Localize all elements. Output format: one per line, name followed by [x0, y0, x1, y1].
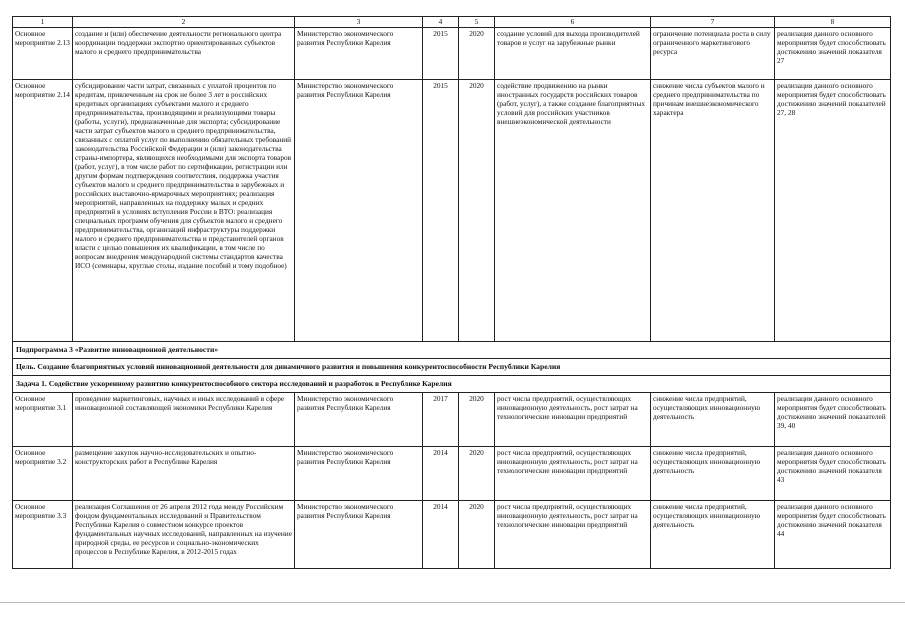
table-row — [13, 501, 891, 569]
measure-end-year: 2020 — [459, 80, 495, 342]
measure-content: размещение закупок научно-исследовательских и опытно-конструкторских работ в Республике Карелия — [73, 447, 295, 501]
measure-content: реализация Соглашения от 26 апреля 2012 года между Российским фондом фундаментальных исследований и Правительством Республики Карелия о совместном конкурсе проектов фундаментальных научных исследований, направленных на изучение природной среды, ее ресурсов и социально-экономических процессов в Республике Карелия, в 2012-2015 годах — [73, 501, 295, 569]
task-row — [13, 376, 891, 393]
header-cell: 4 — [423, 17, 459, 28]
measure-content: проведение маркетинговых, научных и иных исследований в сфере инновационной составляющей экономики Республики Карелия — [73, 393, 295, 447]
header-cell: 8 — [775, 17, 891, 28]
measure-executor: Министерство экономического развития Республики Карелия — [295, 80, 423, 342]
measure-name: Основное мероприятие 3.2 — [13, 447, 73, 501]
measure-risk: снижение числа субъектов малого и среднего предпринимательства по причинам внешнеэкономического характера — [651, 80, 775, 342]
header-cell: 6 — [495, 17, 651, 28]
measure-risk: снижение числа предприятий, осуществляющих инновационную деятельность — [651, 501, 775, 569]
measure-executor: Министерство экономического развития Республики Карелия — [295, 447, 423, 501]
header-cell: 7 — [651, 17, 775, 28]
measure-content: создание и (или) обеспечение деятельности регионального центра координации поддержки экспортно ориентированных субъектов малого и среднего предпринимательства — [73, 28, 295, 80]
subprogram-title: Подпрограмма 3 «Развитие инновационной деятельности» — [13, 342, 891, 359]
program-measures-table — [12, 16, 891, 569]
measure-result: содействие продвижению на рынки иностранных государств российских товаров (работ, услуг), а также создание благоприятных условий для российских участников внешнеэкономической деятельности — [495, 80, 651, 342]
header-cell: 1 — [13, 17, 73, 28]
measure-result: рост числа предприятий, осуществляющих инновационную деятельность, рост затрат на технологические инновации предприятий — [495, 393, 651, 447]
subprogram-row — [13, 342, 891, 359]
measure-result: рост числа предприятий, осуществляющих инновационную деятельность, рост затрат на технологические инновации предприятий — [495, 501, 651, 569]
measure-start-year: 2014 — [423, 447, 459, 501]
measure-result: рост числа предприятий, осуществляющих инновационную деятельность, рост затрат на технологические инновации предприятий — [495, 447, 651, 501]
measure-name: Основное мероприятие 2.14 — [13, 80, 73, 342]
measure-executor: Министерство экономического развития Республики Карелия — [295, 28, 423, 80]
measure-start-year: 2015 — [423, 80, 459, 342]
measure-risk: снижение числа предприятий, осуществляющих инновационную деятельность — [651, 393, 775, 447]
measure-end-year: 2020 — [459, 447, 495, 501]
column-number-header — [13, 17, 891, 28]
table-row — [13, 80, 891, 342]
measure-name: Основное мероприятие 3.3 — [13, 501, 73, 569]
header-cell: 5 — [459, 17, 495, 28]
measure-end-year: 2020 — [459, 393, 495, 447]
measure-end-year: 2020 — [459, 28, 495, 80]
table-row — [13, 28, 891, 80]
table-row — [13, 393, 891, 447]
measure-indicator-link: реализация данного основного мероприятия будет способствовать достижению значений показателей 39, 40 — [775, 393, 891, 447]
page-bottom-rule — [0, 602, 905, 603]
document-page — [12, 16, 890, 569]
measure-indicator-link: реализация данного основного мероприятия будет способствовать достижению значений показателя 44 — [775, 501, 891, 569]
measure-executor: Министерство экономического развития Республики Карелия — [295, 393, 423, 447]
measure-indicator-link: реализация данного основного мероприятия будет способствовать достижению значений показателей 27, 28 — [775, 80, 891, 342]
task-title: Задача 1. Содействие ускоренному развитию конкурентоспособного сектора исследований и разработок в Республике Карелия — [13, 376, 891, 393]
measure-indicator-link: реализация данного основного мероприятия будет способствовать достижению значений показателя 43 — [775, 447, 891, 501]
measure-result: создание условий для выхода производителей товаров и услуг на зарубежные рынки — [495, 28, 651, 80]
header-cell: 2 — [73, 17, 295, 28]
measure-risk: ограничение потенциала роста в силу ограниченного маркетингового ресурса — [651, 28, 775, 80]
goal-row — [13, 359, 891, 376]
measure-name: Основное мероприятие 3.1 — [13, 393, 73, 447]
measure-executor: Министерство экономического развития Республики Карелия — [295, 501, 423, 569]
table-row — [13, 447, 891, 501]
measure-start-year: 2017 — [423, 393, 459, 447]
measure-risk: снижение числа предприятий, осуществляющих инновационную деятельность — [651, 447, 775, 501]
goal-title: Цель. Создание благоприятных условий инновационной деятельности для динамичного развития и повышения конкурентоспособности Республики Карелия — [13, 359, 891, 376]
measure-content: субсидирование части затрат, связанных с уплатой процентов по кредитам, привлеченным на срок не более 3 лет в российских кредитных организациях субъектами малого и среднего предпринимательства, производящими и реализующими товары (работы, услуги), предназначенные для экспорта; субсидирование части затрат субъектов малого и среднего предпринимательства, связанных с оплатой услуг по выполнению обязательных требований законодательства Российской Федерации и (или) законодательства страны-импортера, являющихся необходимыми для экспорта товаров (работ, услуг), в том числе работ по сертификации, регистрации или другим формам подтверждения соответствия, поддержка участия субъектов малого и среднего предпринимательства в зарубежных и российских выставочно-ярмарочных мероприятиях; реализация мероприятий, направленных на поддержку малых и средних предприятий в условиях вступления России в ВТО: реализация специальных программ обучения для субъектов малого и среднего предпринимательства, организаций инфраструктуры поддержки малого и среднего предпринимательства и представителей органов власти с целью повышения их квалификации, в том числе по вопросам внедрения международной системы стандартов качества ИСО (семинары, круглые столы, издание пособий и тому подобное) — [73, 80, 295, 342]
measure-end-year: 2020 — [459, 501, 495, 569]
measure-name: Основное мероприятие 2.13 — [13, 28, 73, 80]
measure-indicator-link: реализация данного основного мероприятия будет способствовать достижению значений показателя 27 — [775, 28, 891, 80]
measure-start-year: 2014 — [423, 501, 459, 569]
header-cell: 3 — [295, 17, 423, 28]
measure-start-year: 2015 — [423, 28, 459, 80]
